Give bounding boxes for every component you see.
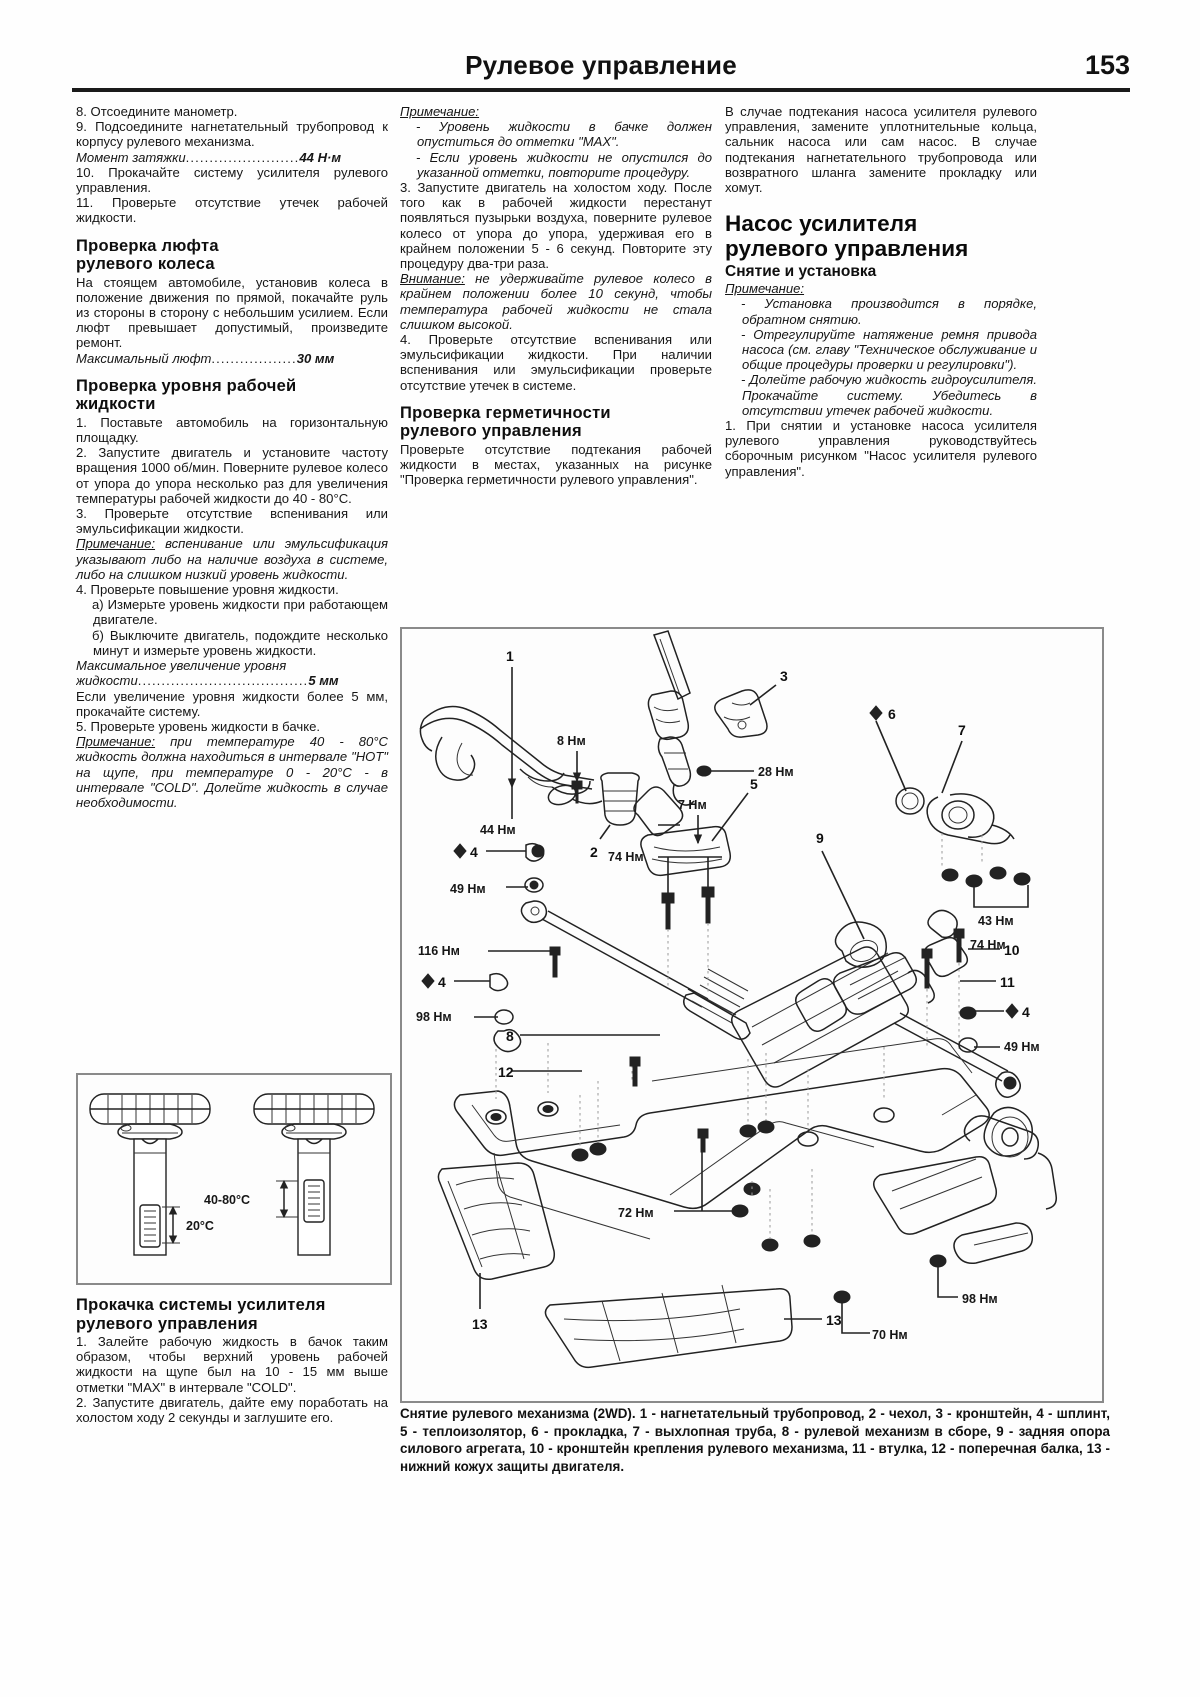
fastener <box>572 1149 588 1161</box>
torque-7nm-group <box>678 798 707 843</box>
callout-2: 2 <box>590 844 598 860</box>
torque-43nm: 43 Нм <box>978 914 1014 928</box>
paragraph-level-step-5: 5. Проверьте уровень жидкости в бачке. <box>76 718 320 734</box>
note-pump-bullet-1: - Установка производится в порядке, обратном снятию. <box>741 296 1037 327</box>
part-rear-engine-mount-9 <box>816 830 934 1014</box>
part-crossmember-12 <box>454 1039 989 1239</box>
part-boot <box>590 773 639 860</box>
heading-bleeding <box>76 1296 388 1333</box>
warning-text: не удерживайте рулевое колесо в крайнем положении более 10 секунд, чтобы температура рабочей жидкости не стала слишком высокой. <box>400 271 712 332</box>
torque-74nm-group <box>608 850 722 993</box>
part-heat-insulator-5 <box>634 776 758 875</box>
torque-116nm-group <box>418 944 560 977</box>
callout-1: 1 <box>506 648 514 664</box>
part-gasket-6-exhaust-7 <box>870 706 1030 928</box>
text-column-1 <box>76 104 388 810</box>
fastener <box>758 1121 774 1133</box>
heading-leak-check <box>400 404 712 441</box>
paragraph-step-11: 11. Проверьте отсутствие утечек рабочей жидкости. <box>76 195 388 226</box>
figure-dipstick <box>76 1073 392 1285</box>
callout-8: 8 <box>506 1028 514 1044</box>
callout-11: 11 <box>1000 974 1015 990</box>
heading-steering-play-line1: Проверка люфта <box>76 236 219 255</box>
part-pressure-pipe <box>420 707 602 808</box>
paragraph-step-8: 8. Отсоедините манометр. <box>76 104 238 119</box>
text-column-1-lower <box>76 1296 388 1425</box>
dipstick-cold <box>90 1094 214 1255</box>
heading-steering-play-line2: рулевого колеса <box>76 255 215 274</box>
torque-72nm: 72 Нм <box>618 1206 654 1220</box>
heading-bleeding-line1: Прокачка системы усилителя <box>76 1296 326 1314</box>
header-divider <box>72 88 1130 92</box>
paragraph-leak-check-body: Проверьте отсутствие подтекания рабочей жидкости в местах, указанных на рисунке "Проверка герметичности рулевого управления". <box>400 441 712 488</box>
torque-8nm: 8 Нм <box>557 734 586 748</box>
heading-removal-installation: Снятие и установка <box>725 263 877 281</box>
note-pump-bullet-3: - Долейте рабочую жидкость гидроусилителя. Прокачайте систему. Убедитесь в отсутствии утечек рабочей жидкости. <box>741 372 1037 418</box>
page-title: Рулевое управление <box>465 50 737 80</box>
figure-caption: Снятие рулевого механизма (2WD). 1 - нагнетательный трубопровод, 2 - чехол, 3 - кронштейн, 4 - шплинт, 5 - теплоизолятор, 6 - прокладка, 7 - выхлопная труба, 8 - рулевой механизм в сборе, 9 - задняя опора силового агрегата, 10 - кронштейн крепления рулевого механизма, 11 - втулка, 12 - поперечная балка, 13 - нижний кожух защиты двигателя. <box>400 1406 1110 1474</box>
heading-steering-play <box>76 237 388 274</box>
callout-12: 12 <box>498 1064 514 1080</box>
callout-5: 5 <box>750 776 758 792</box>
callout-4-left: 4 <box>470 844 478 860</box>
callout-9: 9 <box>816 830 824 846</box>
paragraph-level-step-1: 1. Поставьте автомобиль на горизонтальную площадку. <box>76 414 388 446</box>
text-column-3 <box>725 104 1037 479</box>
group-98nm <box>416 974 521 1052</box>
torque-74nm-upper: 74 Нм <box>608 850 644 864</box>
torque-98nm-left: 98 Нм <box>416 1010 452 1024</box>
note-reservoir-bullet-1: - Уровень жидкости в бачке должен опуститься до отметки "MAX". <box>416 119 712 150</box>
group-tie-rod-left <box>450 844 546 923</box>
callout-6: 6 <box>888 706 896 722</box>
paragraph-level-step-4a: а) Измерьте уровень жидкости при работающем двигателе. <box>92 597 388 628</box>
torque-98nm-right: 98 Нм <box>962 1292 998 1306</box>
torque-74nm-right-group <box>970 938 1006 952</box>
note-reservoir-bullet-2: - Если уровень жидкости не опустился до указанной отметки, повторите процедуру. <box>416 149 712 180</box>
dipstick-cold-label: 20°C <box>186 1219 214 1233</box>
callout-7: 7 <box>958 722 966 738</box>
torque-70nm: 70 Нм <box>872 1328 908 1342</box>
torque-44nm-left: 44 Нм <box>480 823 516 837</box>
heading-fluid-level-check <box>76 377 388 414</box>
heading-fluid-level-line1: Проверка уровня рабочей <box>76 376 297 395</box>
paragraph-bleed-step-3: 3. Запустите двигатель на холостом ходу. После того как в рабочей жидкости перестанут появляться пузырьки воздуха, поверните рулевое колесо от упора до упора, удерживая его в крайнем положении 5 - 6 секунд. Повторите эту процедуру два-три раза. <box>400 180 712 272</box>
note-temperature <box>76 734 388 810</box>
spec-tightening-torque: Момент затяжки........................44 Н·м <box>76 149 342 165</box>
torque-49nm-left: 49 Нм <box>450 882 486 896</box>
page-number: 153 <box>1084 50 1130 80</box>
spec-max-play: Максимальный люфт..................30 мм <box>76 350 335 366</box>
page-header <box>72 50 1130 98</box>
paragraph-pump-step-1: 1. При снятии и установке насоса усилителя рулевого управления руководствуйтесь сборочным рисунком "Насос усилителя рулевого управления". <box>725 418 1037 479</box>
part-steering-shaft <box>648 631 694 805</box>
paragraph-bleed-step-1: 1. Залейте рабочую жидкость в бачок таким образом, чтобы верхний уровень рабочей жидкости на щупе был на 10 - 15 мм выше отметки "MAX" в интервале "COLD". <box>76 1334 388 1395</box>
callout-4-lower-left: 4 <box>438 974 446 990</box>
group-49nm-right <box>959 1004 1040 1054</box>
heading-pump-line2: рулевого управления <box>725 236 969 262</box>
callout-4-right: 4 <box>1022 1004 1030 1020</box>
paragraph-level-step-2: 2. Запустите двигатель и установите частоту вращения 1000 об/мин. Поверните рулевое колесо от упора до упора несколько раз для увеличения температуры рабочей жидкости до 40 - 80°С. <box>76 445 388 506</box>
note-pump-label: Примечание: <box>725 281 805 297</box>
heading-leak-check-line2: рулевого управления <box>400 422 582 441</box>
paragraph-bleed-step-4: 4. Проверьте отсутствие вспенивания или эмульсификации жидкости. При наличии вспенивания или эмульсификации проверьте отсутствие утечек в системе. <box>400 332 712 393</box>
callout-13-bottom: 13 <box>826 1312 842 1328</box>
assembly-guide-lines <box>580 1053 766 1149</box>
dipstick-hot <box>204 1094 374 1255</box>
part-bracket-3 <box>715 668 788 737</box>
spec-max-increase-line1: Максимальное увеличение уровня <box>76 658 287 674</box>
paragraph-step-10: 10. Прокачайте систему усилителя рулевого управления. <box>76 164 388 196</box>
torque-116nm: 116 Нм <box>418 944 460 958</box>
paragraph-level-step-4: 4. Проверьте повышение уровня жидкости. <box>76 582 339 598</box>
steering-assembly-svg <box>402 629 1098 1397</box>
callout-10: 10 <box>1004 942 1020 958</box>
fastener <box>590 1143 606 1155</box>
paragraph-step-9: 9. Подсоедините нагнетательный трубопровод к корпусу рулевого механизма. <box>76 119 388 150</box>
torque-7nm: 7 Нм <box>678 798 707 812</box>
paragraph-level-step-4b: б) Выключите двигатель, подождите несколько минут и измерьте уровень жидкости. <box>92 627 388 658</box>
note-reservoir-label: Примечание: <box>400 104 480 119</box>
torque-28nm: 28 Нм <box>758 765 794 779</box>
torque-74nm-lower: 74 Нм <box>970 938 1006 952</box>
callout-3: 3 <box>780 668 788 684</box>
warning-label: Внимание: <box>400 271 465 287</box>
heading-leak-check-line1: Проверка герметичности <box>400 403 611 422</box>
fastener <box>740 1125 756 1137</box>
torque-72nm-group <box>618 1129 820 1251</box>
callout-13-left: 13 <box>472 1316 488 1332</box>
paragraph-bleed-step-2: 2. Запустите двигатель, дайте ему поработать на холостом ходу 2 секунды и заглушите его. <box>76 1394 388 1426</box>
heading-power-steering-pump <box>725 211 1037 261</box>
note-temperature-label: Примечание: <box>76 734 156 750</box>
heading-fluid-level-line2: жидкости <box>76 395 156 414</box>
torque-49nm-right: 49 Нм <box>1004 1040 1040 1054</box>
figure-steering-gear-assembly <box>400 627 1104 1403</box>
paragraph-steering-play-body: На стоящем автомобиле, установив колеса в положение движения по прямой, покачайте руль из стороны в сторону с небольшим усилием. Если люфт превышает допустимый, произведите ремонт. <box>76 274 388 351</box>
heading-bleeding-line2: рулевого управления <box>76 1314 258 1333</box>
part-undercover-13-left <box>438 1163 554 1332</box>
paragraph-pump-leak: В случае подтекания насоса усилителя рулевого управления, замените уплотнительные кольца, сальник насоса или сам насос. В случае подтекания нагнетательного трубопровода или возвратного шланга замените прокладку или хомут. <box>725 104 1037 196</box>
part-control-arm-right <box>834 1107 1056 1342</box>
note-foaming-text: вспенивание или эмульсификация указывают либо на наличие воздуха в системе, либо на слишком низкий уровень жидкости. <box>76 536 388 582</box>
warning-hold-wheel <box>400 271 712 332</box>
text-column-2 <box>400 104 712 487</box>
part-undercover-13-bottom <box>545 1285 841 1367</box>
note-foaming <box>76 536 388 582</box>
note-temperature-text: при температуре 40 - 80°С жидкость должна находиться в интервале "HOT" на щупе, при температуре 0 - 20°С - в интервале "COLD". Долейте жидкость в случае необходимости. <box>76 734 388 810</box>
heading-pump-line1: Насос усилителя <box>725 211 918 237</box>
spec-max-increase: жидкости....................................5 мм <box>76 673 339 689</box>
dipstick-hot-label: 40-80°C <box>204 1193 250 1207</box>
note-pump-bullet-2: - Отрегулируйте натяжение ремня привода насоса (см. главу "Техническое обслуживание и общие процедуры проверки и регулировки"). <box>741 326 1037 373</box>
paragraph-level-step-3: 3. Проверьте отсутствие вспенивания или эмульсификации жидкости. <box>76 506 388 537</box>
dipstick-illustration-svg <box>78 1075 386 1279</box>
note-foaming-label: Примечание: <box>76 536 156 552</box>
torque-28nm-group <box>697 765 794 779</box>
part-bracket-10-bushing-11 <box>922 910 1020 1049</box>
paragraph-level-if-more: Если увеличение уровня жидкости более 5 мм, прокачайте систему. <box>76 688 388 719</box>
